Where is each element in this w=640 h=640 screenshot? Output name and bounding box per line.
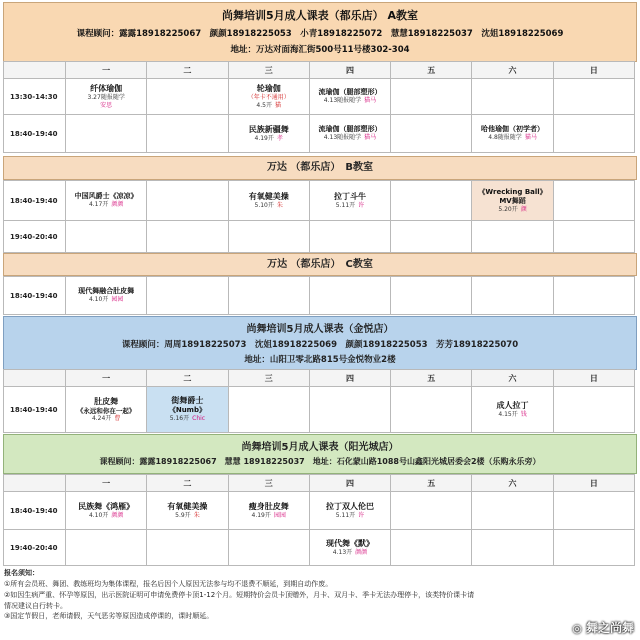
class-start [66, 512, 146, 520]
section-e-header [3, 434, 637, 474]
weekday-header: 三 [228, 370, 309, 387]
weekday-header: 二 [147, 370, 228, 387]
notes-line: ③国定节假日，老师请假，天气恶劣等原因造成停课的，课时顺延。 [4, 612, 214, 621]
class-name: 哈他瑜伽（初学者） [481, 125, 545, 134]
class-cell[interactable] [66, 277, 147, 315]
empty-cell [391, 530, 472, 566]
class-cell[interactable] [147, 492, 228, 530]
weekday-header: 一 [66, 62, 147, 79]
class-name: 现代舞《默》 [325, 538, 374, 548]
weekday-header: 四 [309, 370, 390, 387]
class-name: 现代舞融合肚皮舞 [78, 287, 135, 296]
class-start [310, 97, 390, 105]
empty-cell [391, 277, 472, 315]
class-cell[interactable] [472, 387, 553, 433]
table-row [4, 492, 635, 530]
class-cell[interactable] [228, 492, 309, 530]
section-c-title: 万达 （都乐店） C教室 [267, 259, 373, 270]
class-start [229, 102, 309, 110]
empty-cell [553, 181, 634, 221]
class-start [229, 202, 309, 210]
teacher-name: 曹 [114, 414, 121, 422]
empty-cell [309, 277, 390, 315]
empty-cell [147, 181, 228, 221]
empty-cell [553, 221, 634, 253]
teacher-name: 猫马 [364, 134, 377, 142]
table-row [4, 115, 635, 153]
weekday-header: 一 [66, 370, 147, 387]
empty-cell [391, 492, 472, 530]
class-start [66, 94, 146, 102]
weekday-header: 日 [553, 370, 634, 387]
class-start-date: 4.5开 [256, 101, 272, 109]
class-name: 民族新疆舞 [248, 124, 289, 134]
class-cell[interactable] [228, 115, 309, 153]
class-subtitle: MV舞蹈 [499, 196, 526, 205]
class-start [310, 512, 390, 520]
registration-notes [4, 568, 636, 622]
empty-cell [391, 221, 472, 253]
teacher-name: 猫 [274, 101, 281, 109]
teacher-name: 猫马 [364, 97, 377, 105]
teacher-name: 许 [358, 511, 365, 519]
class-start [472, 206, 552, 214]
empty-cell [472, 79, 553, 115]
empty-cell [147, 277, 228, 315]
watermark [572, 619, 634, 636]
notes-line: 情况建议自行转卡。 [4, 601, 67, 610]
weekday-header: 五 [391, 62, 472, 79]
class-name: 有氧健美操 [167, 501, 208, 511]
empty-cell [391, 387, 472, 433]
section-c-header [3, 253, 637, 276]
section-d-title: 尚舞培训5月成人课表（金悦店） [246, 324, 394, 335]
section-b-title: 万达 （都乐店） B教室 [266, 162, 374, 173]
weekday-header: 二 [147, 475, 228, 492]
teacher-name: Chic [192, 415, 206, 423]
notes-line: ①所有会员班、舞团、教练班均为集体课程，报名后因个人原因无法参与均不退费不顺延，到期自动作废。 [4, 579, 333, 588]
time-slot: 19:40-20:40 [4, 221, 66, 253]
jinyue-timetable [3, 369, 635, 433]
table-row [4, 530, 635, 566]
time-header [4, 475, 66, 492]
class-start-date: 4.24开 [91, 414, 112, 422]
table-row [4, 181, 635, 221]
empty-cell [66, 221, 147, 253]
time-slot: 18:40-19:40 [4, 277, 66, 315]
section-a-advisors: 课程顾问：露露18918225067 颜颜18918225053 小青18918225072 慧慧18918225037 沈姐18918225069 [76, 29, 564, 39]
table-row [4, 277, 635, 315]
empty-cell [228, 530, 309, 566]
yangguang-timetable [3, 474, 635, 566]
teacher-name: 朱 [276, 201, 283, 209]
empty-cell [309, 221, 390, 253]
table-row [4, 79, 635, 115]
empty-cell [66, 115, 147, 153]
class-cell[interactable] [228, 79, 309, 115]
watermark-text: 舞之尚舞 [585, 621, 634, 635]
teacher-name: 安思 [100, 101, 113, 109]
class-start [66, 415, 146, 423]
class-name: 轮瑜伽 [256, 84, 281, 93]
class-start-date: 4.13开 [332, 548, 353, 556]
empty-cell [391, 181, 472, 221]
empty-cell [553, 115, 634, 153]
class-cell[interactable] [66, 79, 147, 115]
class-start-date: 5.16开 [169, 415, 190, 423]
weekday-header: 三 [228, 62, 309, 79]
time-header [4, 62, 66, 79]
class-start [66, 296, 146, 304]
weekday-header: 六 [472, 62, 553, 79]
class-cell[interactable] [472, 115, 553, 153]
class-name: 拉丁斗牛 [333, 191, 366, 201]
class-cell[interactable] [309, 181, 390, 221]
class-name: 民族舞《鸿雁》 [78, 501, 135, 511]
class-subtitle: 《永远和你在一起》 [76, 406, 136, 415]
empty-cell [391, 115, 472, 153]
empty-cell [472, 277, 553, 315]
class-start [147, 512, 227, 520]
class-name: 中国风爵士《凉凉》 [74, 192, 138, 201]
class-name: 流瑜伽（腿部塑形） [318, 125, 382, 134]
time-header [4, 370, 66, 387]
class-start-date: 4.8随报随学 [488, 134, 522, 142]
empty-cell [472, 530, 553, 566]
class-start-date: 5.11开 [335, 511, 356, 519]
class-cell[interactable] [66, 492, 147, 530]
class-cell[interactable] [309, 492, 390, 530]
time-slot: 19:40-20:40 [4, 530, 66, 566]
empty-cell [472, 492, 553, 530]
class-name: 街舞爵士 [171, 396, 204, 406]
class-start-date: 5.9开 [175, 511, 191, 519]
empty-cell [391, 79, 472, 115]
class-cell[interactable] [309, 530, 390, 566]
notes-heading: 报名须知： [4, 569, 39, 577]
section-e-title: 尚舞培训5月成人课表（阳光城店） [241, 442, 399, 453]
class-subtitle: 《Numb》 [168, 406, 206, 415]
teacher-name: 孝 [276, 134, 283, 142]
weekday-header: 四 [309, 475, 390, 492]
class-start [147, 415, 227, 423]
notes-line: ②如因生病严重、怀孕等原因，出示医院证明可申请免费停卡顶1-12个月。短期特价会员卡顶赠外，月卡、双月卡、季卡无法办理停卡，该类特价课卡请 [4, 590, 475, 599]
table-row [4, 221, 635, 253]
class-start [310, 134, 390, 142]
empty-cell [66, 530, 147, 566]
class-start-date: 4.19开 [254, 134, 274, 142]
time-slot: 18:40-19:40 [4, 115, 66, 153]
empty-cell [147, 115, 228, 153]
weekday-header: 一 [66, 475, 147, 492]
time-slot: 18:40-19:40 [4, 387, 66, 433]
empty-cell [228, 277, 309, 315]
class-start-date: 5.11开 [335, 201, 356, 209]
empty-cell [553, 530, 634, 566]
class-cell[interactable] [309, 115, 390, 153]
class-note: （年卡不通用） [247, 94, 290, 101]
class-cell[interactable] [309, 79, 390, 115]
class-name: 《Wrecking Ball》 [478, 188, 547, 196]
teacher-name: 颜颜 [111, 201, 124, 209]
wechat-icon: ◎ [572, 622, 582, 635]
empty-cell [147, 530, 228, 566]
class-name: 肚皮舞 [94, 396, 119, 406]
class-cell[interactable] [66, 387, 147, 433]
teacher-name: 钱 [520, 410, 527, 418]
class-start-date: 5.10开 [254, 201, 274, 209]
empty-cell [553, 387, 634, 433]
empty-cell [553, 492, 634, 530]
weekday-header: 五 [391, 370, 472, 387]
empty-cell [228, 387, 309, 433]
table-row [4, 387, 635, 433]
class-start-date: 4.10开 [88, 511, 109, 519]
section-a-address: 地址：万达对面海汇街500号11号楼302-304 [230, 45, 410, 55]
section-a-title: 尚舞培训5月成人课表（都乐店） A教室 [222, 9, 418, 22]
class-name: 有氧健美操 [248, 191, 289, 201]
teacher-name: 颜颜 [355, 548, 368, 556]
section-b-header [3, 156, 637, 180]
class-start [66, 201, 146, 209]
class-start [229, 512, 309, 520]
class-start [310, 202, 390, 210]
teacher-name: 许 [358, 201, 365, 209]
section-d-address: 地址：山阳卫零北路815号金悦物业2楼 [244, 355, 396, 365]
weekday-header: 二 [147, 62, 228, 79]
empty-cell [553, 79, 634, 115]
teacher-name: 颜 [520, 205, 527, 213]
class-cell[interactable] [66, 181, 147, 221]
class-start-date: 4.13随报随学 [323, 134, 362, 142]
room-a-timetable [3, 61, 635, 153]
teacher-name: 朱 [193, 511, 200, 519]
section-d-header [3, 316, 637, 370]
time-slot: 18:40-19:40 [4, 492, 66, 530]
class-name: 瘦身肚皮舞 [248, 501, 289, 511]
class-cell[interactable] [147, 387, 228, 433]
teacher-name: 猫马 [524, 134, 537, 142]
room-b-timetable [3, 180, 635, 253]
class-start-date: 4.19开 [251, 511, 271, 519]
time-slot: 13:30-14:30 [4, 79, 66, 115]
class-start-date: 4.15开 [498, 410, 518, 418]
class-start [472, 411, 552, 419]
class-start-date: 5.20开 [498, 205, 518, 213]
section-e-advisors: 课程顾问：露露18918225067 慧慧 18918225037 地址：石化蒙山路1088号山鑫阳光城居委会2楼（乐购永乐旁） [99, 457, 541, 466]
time-slot: 18:40-19:40 [4, 181, 66, 221]
section-a-header [3, 2, 637, 62]
class-start-date: 3.27随报随学 [87, 94, 125, 101]
class-cell[interactable] [228, 181, 309, 221]
class-start-date: 4.10开 [88, 296, 109, 304]
empty-cell [309, 387, 390, 433]
class-cell[interactable] [472, 181, 553, 221]
class-start [472, 134, 552, 142]
empty-cell [147, 221, 228, 253]
weekday-header: 日 [553, 475, 634, 492]
empty-cell [228, 221, 309, 253]
empty-cell [147, 79, 228, 115]
class-name: 成人拉丁 [496, 400, 529, 410]
teacher-name: 园园 [111, 296, 124, 304]
weekday-header: 六 [472, 370, 553, 387]
empty-cell [472, 221, 553, 253]
weekday-header: 五 [391, 475, 472, 492]
class-name: 拉丁双人伦巴 [325, 501, 374, 511]
room-c-timetable [3, 276, 635, 315]
weekday-header: 日 [553, 62, 634, 79]
teacher-name: 园园 [273, 511, 286, 519]
class-start-date: 4.13随报随学 [323, 97, 362, 105]
class-start-date: 4.17开 [88, 201, 109, 209]
class-name: 纤体瑜伽 [90, 84, 123, 93]
empty-cell [553, 277, 634, 315]
weekday-header: 六 [472, 475, 553, 492]
weekday-header: 四 [309, 62, 390, 79]
class-name: 流瑜伽（腿部塑形） [318, 88, 382, 97]
class-start [310, 549, 390, 557]
weekday-header: 三 [228, 475, 309, 492]
class-start [229, 135, 309, 143]
section-d-advisors: 课程顾问：周周18918225073 沈姐18918225069 颜颜18918225053 芳芳18918225070 [121, 340, 519, 350]
teacher-name: 颜颜 [111, 511, 124, 519]
